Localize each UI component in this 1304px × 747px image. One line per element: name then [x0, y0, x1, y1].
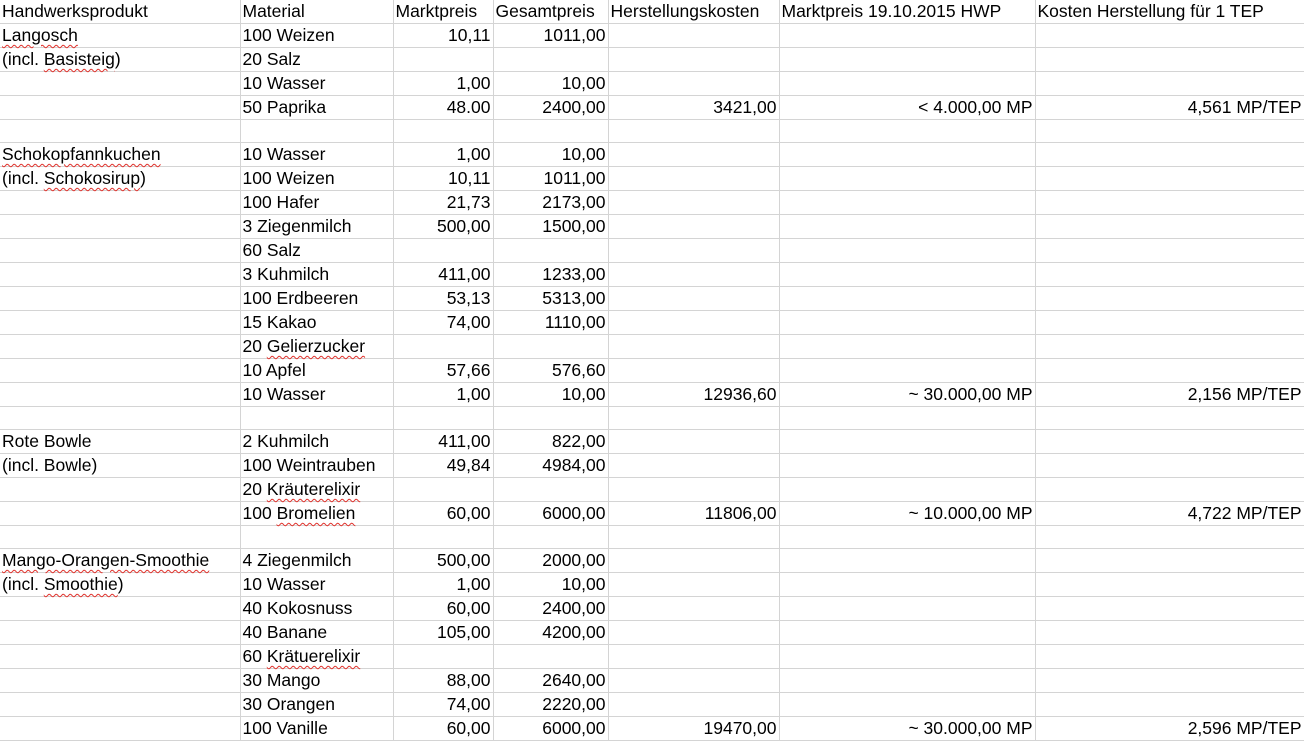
cell-market-price-hwp[interactable]: [779, 526, 1035, 549]
cell-cost-per-tep[interactable]: [1035, 597, 1304, 621]
cell-total-price[interactable]: 4200,00: [493, 621, 608, 645]
cell-total-price[interactable]: [493, 526, 608, 549]
table-row: [0, 717, 1304, 741]
cell-cost-per-tep[interactable]: [1035, 478, 1304, 502]
cell-market-price[interactable]: [393, 407, 493, 430]
cell-market-price[interactable]: 105,00: [393, 621, 493, 645]
cell-production-cost[interactable]: 3421,00: [608, 96, 779, 120]
cell-market-price[interactable]: 500,00: [393, 549, 493, 573]
cell-material[interactable]: 3 Kuhmilch: [240, 263, 393, 287]
cell-material[interactable]: 10 Wasser: [240, 72, 393, 96]
cell-total-price[interactable]: [493, 407, 608, 430]
cell-product[interactable]: [0, 263, 240, 287]
cell-market-price-hwp[interactable]: [779, 597, 1035, 621]
header-cell-cost-per-tep[interactable]: Kosten Herstellung für 1 TEP: [1035, 0, 1304, 24]
cell-total-price[interactable]: [493, 48, 608, 72]
table-row: [0, 120, 1304, 143]
cell-total-price[interactable]: 2400,00: [493, 96, 608, 120]
cell-market-price-hwp[interactable]: [779, 215, 1035, 239]
table-row: [0, 48, 1304, 72]
cell-market-price[interactable]: 1,00: [393, 383, 493, 407]
cell-market-price[interactable]: [393, 335, 493, 359]
cell-product[interactable]: [0, 72, 240, 96]
cell-cost-per-tep[interactable]: [1035, 693, 1304, 717]
cell-product[interactable]: (incl. Smoothie): [0, 573, 240, 597]
table-row: [0, 143, 1304, 167]
cell-product[interactable]: [0, 120, 240, 143]
cell-product[interactable]: [0, 335, 240, 359]
cell-production-cost[interactable]: [608, 549, 779, 573]
cell-cost-per-tep[interactable]: [1035, 143, 1304, 167]
cell-market-price[interactable]: 10,11: [393, 24, 493, 48]
cell-material[interactable]: 100 Weizen: [240, 167, 393, 191]
cell-market-price-hwp[interactable]: [779, 407, 1035, 430]
cell-market-price-hwp[interactable]: ~ 30.000,00 MP: [779, 717, 1035, 741]
table-row: [0, 239, 1304, 263]
cell-production-cost[interactable]: [608, 143, 779, 167]
cell-market-price-hwp[interactable]: < 4.000,00 MP: [779, 96, 1035, 120]
table-row: [0, 407, 1304, 430]
cell-cost-per-tep[interactable]: [1035, 215, 1304, 239]
table-row: [0, 502, 1304, 526]
cell-total-price[interactable]: 10,00: [493, 573, 608, 597]
cell-cost-per-tep[interactable]: [1035, 48, 1304, 72]
table-row: [0, 549, 1304, 573]
cell-market-price-hwp[interactable]: [779, 478, 1035, 502]
cell-material[interactable]: 100 Bromelien: [240, 502, 393, 526]
cell-market-price-hwp[interactable]: [779, 335, 1035, 359]
cell-total-price[interactable]: [493, 239, 608, 263]
cell-product[interactable]: [0, 407, 240, 430]
cell-market-price[interactable]: 60,00: [393, 717, 493, 741]
cell-cost-per-tep[interactable]: 4,722 MP/TEP: [1035, 502, 1304, 526]
cell-total-price[interactable]: 6000,00: [493, 502, 608, 526]
cell-market-price-hwp[interactable]: [779, 669, 1035, 693]
cell-production-cost[interactable]: 11806,00: [608, 502, 779, 526]
cell-cost-per-tep[interactable]: [1035, 263, 1304, 287]
cell-production-cost[interactable]: [608, 72, 779, 96]
table-row: [0, 597, 1304, 621]
cell-total-price[interactable]: 1110,00: [493, 311, 608, 335]
cell-cost-per-tep[interactable]: [1035, 311, 1304, 335]
header-cell-material[interactable]: Material: [240, 0, 393, 24]
spellcheck-flagged-word: Krätuerelixir: [266, 646, 361, 666]
cell-product[interactable]: [0, 717, 240, 741]
table-row: [0, 430, 1304, 454]
cell-market-price[interactable]: [393, 239, 493, 263]
cell-production-cost[interactable]: [608, 287, 779, 311]
table-row: [0, 167, 1304, 191]
cell-market-price[interactable]: 88,00: [393, 669, 493, 693]
cell-total-price[interactable]: 10,00: [493, 72, 608, 96]
table-row: [0, 383, 1304, 407]
cell-market-price-hwp[interactable]: [779, 167, 1035, 191]
cell-cost-per-tep[interactable]: [1035, 359, 1304, 383]
cell-cost-per-tep[interactable]: [1035, 239, 1304, 263]
cell-production-cost[interactable]: [608, 407, 779, 430]
table-row: [0, 287, 1304, 311]
header-cell-production-cost[interactable]: Herstellungskosten: [608, 0, 779, 24]
cell-cost-per-tep[interactable]: [1035, 526, 1304, 549]
cell-production-cost[interactable]: 19470,00: [608, 717, 779, 741]
cell-total-price[interactable]: 2400,00: [493, 597, 608, 621]
cell-material[interactable]: 100 Hafer: [240, 191, 393, 215]
cell-material[interactable]: 100 Weintrauben: [240, 454, 393, 478]
cell-total-price[interactable]: 10,00: [493, 143, 608, 167]
table-row: [0, 215, 1304, 239]
cell-material[interactable]: [240, 526, 393, 549]
cell-production-cost[interactable]: [608, 335, 779, 359]
cell-cost-per-tep[interactable]: [1035, 645, 1304, 669]
cell-total-price[interactable]: [493, 335, 608, 359]
cell-cost-per-tep[interactable]: [1035, 335, 1304, 359]
cell-market-price-hwp[interactable]: [779, 72, 1035, 96]
cell-total-price[interactable]: [493, 645, 608, 669]
cell-product[interactable]: [0, 287, 240, 311]
table-row: [0, 96, 1304, 120]
cell-material[interactable]: 20 Salz: [240, 48, 393, 72]
cell-product[interactable]: [0, 597, 240, 621]
cell-cost-per-tep[interactable]: [1035, 430, 1304, 454]
cell-total-price[interactable]: 2220,00: [493, 693, 608, 717]
cell-production-cost[interactable]: [608, 669, 779, 693]
cell-market-price-hwp[interactable]: [779, 693, 1035, 717]
table-row: [0, 263, 1304, 287]
cell-material[interactable]: [240, 407, 393, 430]
cell-product[interactable]: [0, 96, 240, 120]
table-row: [0, 311, 1304, 335]
cell-market-price-hwp[interactable]: [779, 621, 1035, 645]
cell-product[interactable]: [0, 526, 240, 549]
cell-production-cost[interactable]: [608, 24, 779, 48]
cell-total-price[interactable]: 4984,00: [493, 454, 608, 478]
cell-market-price[interactable]: 48.00: [393, 96, 493, 120]
cell-market-price[interactable]: [393, 120, 493, 143]
cell-production-cost[interactable]: 12936,60: [608, 383, 779, 407]
spellcheck-flagged-word: Schokosirup: [43, 168, 141, 188]
cell-production-cost[interactable]: [608, 191, 779, 215]
cell-market-price-hwp[interactable]: [779, 143, 1035, 167]
cell-total-price[interactable]: 2173,00: [493, 191, 608, 215]
cell-market-price[interactable]: 1,00: [393, 143, 493, 167]
cell-material[interactable]: 10 Apfel: [240, 359, 393, 383]
cell-production-cost[interactable]: [608, 526, 779, 549]
cell-market-price-hwp[interactable]: [779, 287, 1035, 311]
spellcheck-flagged-word: Smoothie: [43, 574, 118, 594]
cell-cost-per-tep[interactable]: [1035, 549, 1304, 573]
cell-material[interactable]: 60 Salz: [240, 239, 393, 263]
cell-cost-per-tep[interactable]: [1035, 287, 1304, 311]
cell-material[interactable]: 2 Kuhmilch: [240, 430, 393, 454]
cell-total-price[interactable]: 2640,00: [493, 669, 608, 693]
cell-market-price-hwp[interactable]: [779, 454, 1035, 478]
cell-product[interactable]: [0, 478, 240, 502]
cell-production-cost[interactable]: [608, 215, 779, 239]
cell-production-cost[interactable]: [608, 621, 779, 645]
cell-production-cost[interactable]: [608, 430, 779, 454]
cell-total-price[interactable]: 1500,00: [493, 215, 608, 239]
cell-product[interactable]: [0, 215, 240, 239]
cell-production-cost[interactable]: [608, 263, 779, 287]
cell-market-price-hwp[interactable]: [779, 359, 1035, 383]
cell-product[interactable]: [0, 191, 240, 215]
cell-production-cost[interactable]: [608, 359, 779, 383]
cell-market-price[interactable]: 49,84: [393, 454, 493, 478]
spellcheck-flagged-word: Mango-Orangen-Smoothie: [2, 550, 210, 570]
table-row: [0, 669, 1304, 693]
cell-market-price-hwp[interactable]: [779, 573, 1035, 597]
cell-market-price[interactable]: 60,00: [393, 502, 493, 526]
cell-market-price-hwp[interactable]: [779, 239, 1035, 263]
cell-market-price[interactable]: 1,00: [393, 573, 493, 597]
cell-market-price[interactable]: [393, 48, 493, 72]
cell-product[interactable]: [0, 502, 240, 526]
cell-total-price[interactable]: 576,60: [493, 359, 608, 383]
cell-total-price[interactable]: 1233,00: [493, 263, 608, 287]
cell-material[interactable]: [240, 120, 393, 143]
cell-product[interactable]: [0, 359, 240, 383]
cell-market-price-hwp[interactable]: ~ 30.000,00 MP: [779, 383, 1035, 407]
cell-product[interactable]: [0, 669, 240, 693]
cell-cost-per-tep[interactable]: [1035, 72, 1304, 96]
cell-material[interactable]: 30 Orangen: [240, 693, 393, 717]
table-row: [0, 526, 1304, 549]
header-row: [0, 0, 1304, 24]
cell-product[interactable]: [0, 143, 240, 167]
cell-material[interactable]: 10 Wasser: [240, 573, 393, 597]
cell-material[interactable]: 20 Kräuterelixir: [240, 478, 393, 502]
cell-market-price[interactable]: 411,00: [393, 430, 493, 454]
cell-market-price[interactable]: 60,00: [393, 597, 493, 621]
cell-material[interactable]: 4 Ziegenmilch: [240, 549, 393, 573]
cell-market-price[interactable]: 57,66: [393, 359, 493, 383]
cell-total-price[interactable]: 1011,00: [493, 167, 608, 191]
cell-material[interactable]: 100 Erdbeeren: [240, 287, 393, 311]
cell-cost-per-tep[interactable]: [1035, 407, 1304, 430]
cell-production-cost[interactable]: [608, 48, 779, 72]
cell-cost-per-tep[interactable]: [1035, 621, 1304, 645]
cell-production-cost[interactable]: [608, 693, 779, 717]
cell-cost-per-tep[interactable]: [1035, 120, 1304, 143]
table-row: [0, 191, 1304, 215]
cell-product[interactable]: [0, 549, 240, 573]
cell-market-price-hwp[interactable]: [779, 430, 1035, 454]
cell-cost-per-tep[interactable]: [1035, 454, 1304, 478]
spellcheck-flagged-word: Bromelien: [276, 503, 356, 523]
cell-market-price[interactable]: 1,00: [393, 72, 493, 96]
cell-total-price[interactable]: 822,00: [493, 430, 608, 454]
cell-market-price[interactable]: 500,00: [393, 215, 493, 239]
cell-market-price[interactable]: 74,00: [393, 311, 493, 335]
table-row: [0, 72, 1304, 96]
cell-cost-per-tep[interactable]: 4,561 MP/TEP: [1035, 96, 1304, 120]
cell-material[interactable]: 3 Ziegenmilch: [240, 215, 393, 239]
header-cell-product[interactable]: Handwerksprodukt: [0, 0, 240, 24]
cell-cost-per-tep[interactable]: [1035, 191, 1304, 215]
cell-total-price[interactable]: [493, 120, 608, 143]
cell-market-price-hwp[interactable]: [779, 48, 1035, 72]
table-row: [0, 478, 1304, 502]
cell-total-price[interactable]: 1011,00: [493, 24, 608, 48]
spellcheck-flagged-word: Schokopfannkuchen: [2, 144, 161, 164]
cell-production-cost[interactable]: [608, 573, 779, 597]
cell-production-cost[interactable]: [608, 645, 779, 669]
cell-total-price[interactable]: 5313,00: [493, 287, 608, 311]
cell-market-price-hwp[interactable]: [779, 645, 1035, 669]
header-cell-market-price-hwp[interactable]: Marktpreis 19.10.2015 HWP: [779, 0, 1035, 24]
cell-cost-per-tep[interactable]: 2,596 MP/TEP: [1035, 717, 1304, 741]
cell-total-price[interactable]: [493, 478, 608, 502]
table-row: [0, 693, 1304, 717]
cell-product[interactable]: [0, 239, 240, 263]
cell-product[interactable]: [0, 621, 240, 645]
cell-material[interactable]: 20 Gelierzucker: [240, 335, 393, 359]
cell-product[interactable]: (incl. Basisteig): [0, 48, 240, 72]
cell-market-price-hwp[interactable]: [779, 24, 1035, 48]
cell-production-cost[interactable]: [608, 120, 779, 143]
cell-product[interactable]: [0, 311, 240, 335]
cell-cost-per-tep[interactable]: [1035, 669, 1304, 693]
cell-product[interactable]: [0, 693, 240, 717]
cell-market-price-hwp[interactable]: [779, 191, 1035, 215]
cell-market-price[interactable]: [393, 645, 493, 669]
cell-production-cost[interactable]: [608, 239, 779, 263]
cell-market-price[interactable]: 74,00: [393, 693, 493, 717]
table-row: [0, 24, 1304, 48]
cell-material[interactable]: 50 Paprika: [240, 96, 393, 120]
cell-production-cost[interactable]: [608, 478, 779, 502]
cell-material[interactable]: 40 Banane: [240, 621, 393, 645]
cell-product[interactable]: [0, 24, 240, 48]
cell-total-price[interactable]: 2000,00: [493, 549, 608, 573]
table-row: [0, 621, 1304, 645]
cell-market-price[interactable]: [393, 478, 493, 502]
table-row: [0, 454, 1304, 478]
cell-material[interactable]: 15 Kakao: [240, 311, 393, 335]
table-row: [0, 645, 1304, 669]
cell-production-cost[interactable]: [608, 597, 779, 621]
cell-cost-per-tep[interactable]: 2,156 MP/TEP: [1035, 383, 1304, 407]
cell-market-price-hwp[interactable]: ~ 10.000,00 MP: [779, 502, 1035, 526]
table-row: [0, 335, 1304, 359]
cell-material[interactable]: 10 Wasser: [240, 143, 393, 167]
cell-total-price[interactable]: 10,00: [493, 383, 608, 407]
spellcheck-flagged-word: Gelierzucker: [266, 336, 366, 356]
cell-material[interactable]: 10 Wasser: [240, 383, 393, 407]
cell-material[interactable]: 60 Krätuerelixir: [240, 645, 393, 669]
cell-product[interactable]: Rote Bowle: [0, 430, 240, 454]
table-row: [0, 359, 1304, 383]
cell-market-price-hwp[interactable]: [779, 549, 1035, 573]
cell-cost-per-tep[interactable]: [1035, 24, 1304, 48]
cell-market-price[interactable]: 411,00: [393, 263, 493, 287]
cell-cost-per-tep[interactable]: [1035, 167, 1304, 191]
spellcheck-flagged-word: Basisteig: [43, 49, 115, 69]
cell-market-price[interactable]: [393, 526, 493, 549]
cell-product[interactable]: [0, 383, 240, 407]
cell-production-cost[interactable]: [608, 311, 779, 335]
cell-market-price-hwp[interactable]: [779, 120, 1035, 143]
cell-production-cost[interactable]: [608, 454, 779, 478]
cell-production-cost[interactable]: [608, 167, 779, 191]
cell-market-price[interactable]: 10,11: [393, 167, 493, 191]
spellcheck-flagged-word: Langosch: [2, 25, 78, 45]
cell-material[interactable]: 40 Kokosnuss: [240, 597, 393, 621]
cell-market-price[interactable]: 53,13: [393, 287, 493, 311]
cell-product[interactable]: [0, 645, 240, 669]
table-row: [0, 573, 1304, 597]
cell-product[interactable]: (incl. Bowle): [0, 454, 240, 478]
cell-total-price[interactable]: 6000,00: [493, 717, 608, 741]
cell-market-price[interactable]: 21,73: [393, 191, 493, 215]
cell-market-price-hwp[interactable]: [779, 263, 1035, 287]
spellcheck-flagged-word: Kräuterelixir: [266, 479, 361, 499]
cell-cost-per-tep[interactable]: [1035, 573, 1304, 597]
cell-product[interactable]: (incl. Schokosirup): [0, 167, 240, 191]
cell-material[interactable]: 100 Weizen: [240, 24, 393, 48]
cell-market-price-hwp[interactable]: [779, 311, 1035, 335]
header-cell-market-price[interactable]: Marktpreis: [393, 0, 493, 24]
cell-material[interactable]: 30 Mango: [240, 669, 393, 693]
cell-material[interactable]: 100 Vanille: [240, 717, 393, 741]
header-cell-total-price[interactable]: Gesamtpreis: [493, 0, 608, 24]
